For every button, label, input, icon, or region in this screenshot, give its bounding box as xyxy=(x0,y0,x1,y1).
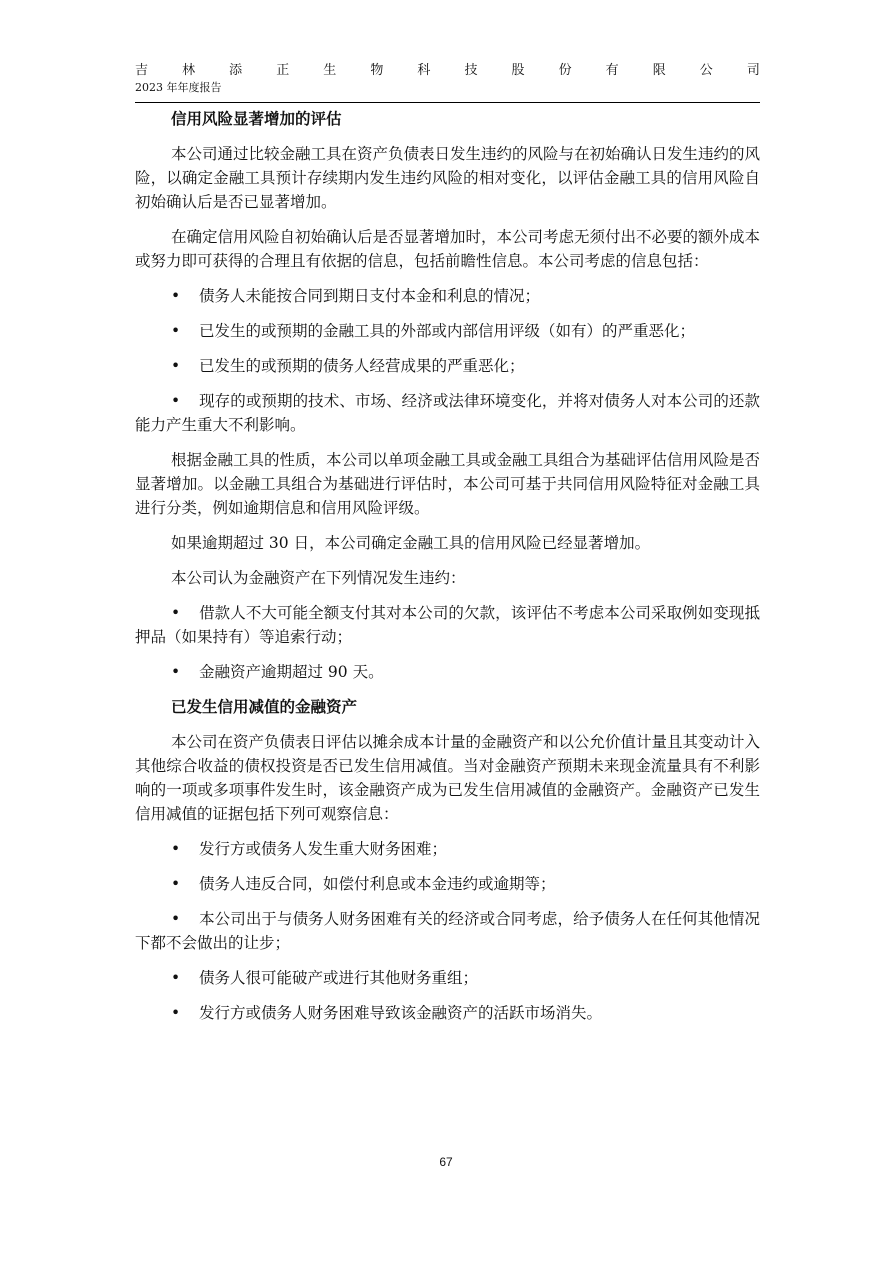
bullet-text: 债务人违反合同，如偿付利息或本金违约或逾期等； xyxy=(199,875,556,893)
bullet-text: 债务人未能按合同到期日支付本金和利息的情况； xyxy=(199,287,541,305)
bullet-text: 已发生的或预期的债务人经营成果的严重恶化； xyxy=(199,357,525,375)
paragraph: 本公司通过比较金融工具在资产负债表日发生违约的风险与在初始确认日发生违约的风险，以确定金融工具预计存续期内发生违约风险的相对变化，以评估金融工具的信用风险自初始确认后是否已显著增加。 xyxy=(135,145,761,211)
bullet-text: 本公司出于与债务人财务困难有关的经济或合同考虑，给予债务人在任何其他情况下都不会做出的让步； xyxy=(135,910,760,952)
paragraph: 如果逾期超过 30 日，本公司确定金融工具的信用风险已经显著增加。 xyxy=(171,534,651,552)
bullet-icon: • xyxy=(171,663,181,681)
paragraph: 本公司认为金融资产在下列情况发生违约： xyxy=(171,569,466,587)
paragraph: 本公司在资产负债表日评估以摊余成本计量的金融资产和以公允价值计量且其变动计入其他综合收益的债权投资是否已发生信用减值。当对金融资产预期未来现金流量具有不利影响的一项或多项事件发生时，该金融资产成为已发生信用减值的金融资产。金融资产已发生信用减值的证据包括下列可观察信息： xyxy=(135,733,761,823)
company-name xyxy=(135,62,760,80)
company-name-char: 限 xyxy=(652,63,666,78)
bullet-text: 发行方或债务人发生重大财务困难； xyxy=(199,840,448,858)
bullet-item xyxy=(135,354,760,378)
document-body xyxy=(135,107,760,1036)
bullet-icon: • xyxy=(171,287,181,305)
bullet-item xyxy=(135,660,760,684)
page-number: 67 xyxy=(439,1155,453,1169)
bullet-item xyxy=(135,907,760,955)
company-name-char: 公 xyxy=(699,63,713,78)
section-heading-credit-risk-increase: 信用风险显著增加的评估 xyxy=(171,109,342,128)
paragraph: 在确定信用风险自初始确认后是否显著增加时，本公司考虑无须付出不必要的额外成本或努力即可获得的合理且有依据的信息，包括前瞻性信息。本公司考虑的信息包括： xyxy=(135,228,761,270)
bullet-text: 已发生的或预期的金融工具的外部或内部信用评级（如有）的严重恶化； xyxy=(199,322,696,340)
bullet-item xyxy=(135,319,760,343)
bullet-icon: • xyxy=(171,910,181,928)
section-heading-credit-impaired-assets: 已发生信用减值的金融资产 xyxy=(171,697,358,716)
bullet-item xyxy=(135,284,760,308)
bullet-item xyxy=(135,389,760,437)
company-name-char: 股 xyxy=(511,63,525,78)
bullet-icon: • xyxy=(171,392,181,410)
company-name-char: 物 xyxy=(370,63,384,78)
company-name-char: 吉 xyxy=(135,63,149,78)
report-label: 2023 年年度报告 xyxy=(135,81,222,94)
company-name-char: 份 xyxy=(558,63,572,78)
bullet-icon: • xyxy=(171,357,181,375)
bullet-text: 现存的或预期的技术、市场、经济或法律环境变化，并将对债务人对本公司的还款能力产生重大不利影响。 xyxy=(135,392,760,434)
bullet-text: 金融资产逾期超过 90 天。 xyxy=(199,663,384,681)
company-name-char: 林 xyxy=(182,63,196,78)
bullet-icon: • xyxy=(171,840,181,858)
page-header xyxy=(135,62,760,103)
bullet-item xyxy=(135,601,760,649)
bullet-icon: • xyxy=(171,322,181,340)
company-name-char: 科 xyxy=(417,63,431,78)
bullet-icon: • xyxy=(171,1004,181,1022)
bullet-item xyxy=(135,966,760,990)
paragraph: 根据金融工具的性质，本公司以单项金融工具或金融工具组合为基础评估信用风险是否显著增加。以金融工具组合为基础进行评估时，本公司可基于共同信用风险特征对金融工具进行分类，例如逾期信息和信用风险评级。 xyxy=(135,451,761,517)
company-name-char: 有 xyxy=(605,63,619,78)
bullet-item xyxy=(135,872,760,896)
bullet-icon: • xyxy=(171,969,181,987)
bullet-text: 债务人很可能破产或进行其他财务重组； xyxy=(199,969,479,987)
bullet-text: 借款人不大可能全额支付其对本公司的欠款，该评估不考虑本公司采取例如变现抵押品（如果持有）等追索行动； xyxy=(135,604,760,646)
bullet-item xyxy=(135,1001,760,1025)
company-name-char: 添 xyxy=(229,63,243,78)
bullet-item xyxy=(135,837,760,861)
company-name-char: 司 xyxy=(746,63,760,78)
company-name-char: 生 xyxy=(323,63,337,78)
company-name-char: 正 xyxy=(276,63,290,78)
bullet-text: 发行方或债务人财务困难导致该金融资产的活跃市场消失。 xyxy=(199,1004,603,1022)
bullet-icon: • xyxy=(171,604,181,622)
company-name-char: 技 xyxy=(464,63,478,78)
bullet-icon: • xyxy=(171,875,181,893)
